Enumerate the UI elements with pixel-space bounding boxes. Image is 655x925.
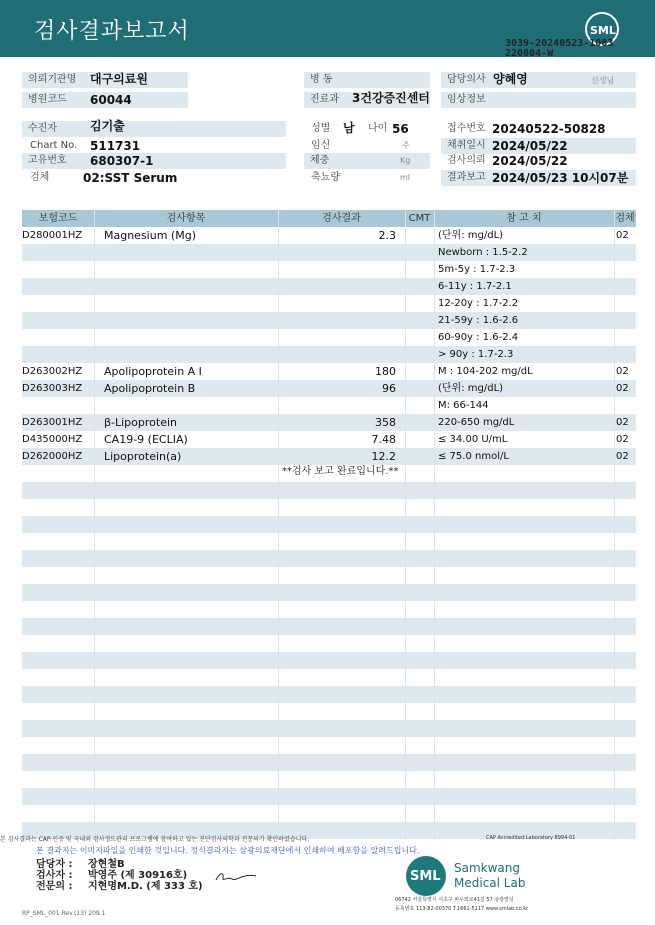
chart-no-label: Chart No. bbox=[30, 140, 78, 151]
hospital-code-label: 병원코드 bbox=[22, 92, 188, 108]
cell-insurance-code: D263001HZ bbox=[22, 417, 83, 428]
cell-result: 2.3 bbox=[378, 229, 396, 242]
receipt-label: 접수번호 bbox=[447, 123, 486, 134]
table-stripe bbox=[22, 720, 636, 737]
company-registration: 등록번호 113-82-00370 T.1661-5117 www.smlab.co.kr bbox=[395, 906, 529, 912]
print-notice: 본 결과지는 이미지파일을 인쇄한 것입니다. 정식결과지는 삼광의료재단에서 인쇄하여 배포함을 알려드립니다. bbox=[36, 846, 420, 855]
report-title: 검사결과보고서 bbox=[34, 19, 190, 44]
col-divider bbox=[614, 210, 615, 840]
doctor-value: 양혜영 bbox=[493, 72, 528, 86]
cell-insurance-code: D262000HZ bbox=[22, 451, 83, 462]
pregnancy-unit: 주 bbox=[402, 141, 410, 150]
person-label: 담당자 : bbox=[36, 859, 73, 870]
table-stripe bbox=[22, 686, 636, 703]
company-address: 06742 서울특별시 서초구 바우뫼로41길 57 삼광빌딩 bbox=[395, 897, 514, 903]
institution-value: 대구의료원 bbox=[90, 72, 148, 86]
cell-reference: 12-20y : 1.7-2.2 bbox=[438, 298, 519, 309]
sex-label: 성별 bbox=[311, 123, 331, 134]
institution-label: 의뢰기관명 bbox=[22, 72, 188, 88]
specimen-label: 검체 bbox=[30, 172, 50, 183]
cell-result: 7.48 bbox=[371, 433, 396, 446]
chart-no-value: 511731 bbox=[90, 139, 141, 153]
weight-label: 체중 bbox=[304, 153, 430, 169]
cell-test-item: Magnesium (Mg) bbox=[104, 229, 196, 242]
cell-reference: ≤ 34.00 U/mL bbox=[438, 434, 508, 445]
cell-insurance-code: D280001HZ bbox=[22, 230, 83, 241]
cell-reference: (단위: mg/dL) bbox=[438, 230, 504, 241]
cell-specimen: 02 bbox=[616, 417, 629, 428]
form-number: RP_SML_001 Rev.(13) 209.1 bbox=[22, 910, 106, 917]
dept-label: 진료과 bbox=[304, 92, 430, 108]
company-name-line1: Samkwang bbox=[454, 861, 520, 875]
completion-text: **검사 보고 완료입니다.** bbox=[282, 466, 399, 477]
results-table-header bbox=[22, 210, 636, 227]
cell-reference: 6-11y : 1.7-2.1 bbox=[438, 281, 512, 292]
cap-accreditation: CAP Accredited Laboratory 8994-01 bbox=[486, 835, 576, 841]
table-stripe bbox=[22, 244, 636, 261]
cell-reference: 220-650 mg/dL bbox=[438, 417, 515, 428]
cell-test-item: Lipoprotein(a) bbox=[104, 450, 182, 463]
reported-value: 2024/05/23 10시07분 bbox=[492, 171, 629, 185]
dept-value: 3건강증진센터 bbox=[352, 91, 430, 105]
urine-label: 축뇨량 bbox=[311, 172, 340, 183]
signature-icon bbox=[214, 870, 258, 884]
pregnancy-label: 임신 bbox=[311, 140, 331, 151]
table-stripe bbox=[22, 482, 636, 499]
table-stripe bbox=[22, 278, 636, 295]
col-header-code: 보험코드 bbox=[38, 213, 78, 224]
specialist-label: 전문의 : bbox=[36, 881, 73, 892]
person-value: 장현철B bbox=[88, 859, 125, 870]
patient-value: 김기출 bbox=[90, 119, 125, 133]
report-id-line1: 3039-20240523-1083 bbox=[505, 38, 614, 49]
cell-insurance-code: D435000HZ bbox=[22, 434, 83, 445]
cell-result: 180 bbox=[375, 365, 396, 378]
cell-reference: 60-90y : 1.6-2.4 bbox=[438, 332, 519, 343]
cell-reference: > 90y : 1.7-2.3 bbox=[438, 349, 514, 360]
cell-test-item: Apolipoprotein A I bbox=[104, 365, 202, 378]
cell-reference: M: 66-144 bbox=[438, 400, 489, 411]
col-header-cmt: CMT bbox=[408, 213, 431, 224]
doctor-label: 담당의사 bbox=[441, 72, 636, 88]
col-header-result: 검사결과 bbox=[322, 213, 361, 224]
cell-specimen: 02 bbox=[616, 366, 629, 377]
requested-value: 2024/05/22 bbox=[492, 154, 568, 168]
requested-label: 검사의뢰 bbox=[447, 155, 486, 166]
table-stripe bbox=[22, 754, 636, 771]
table-stripe bbox=[22, 788, 636, 805]
table-stripe bbox=[22, 618, 636, 635]
cell-test-item: β-Lipoprotein bbox=[104, 416, 177, 429]
col-header-reference: 참 고 치 bbox=[506, 213, 542, 224]
collected-value: 2024/05/22 bbox=[492, 139, 568, 153]
cell-specimen: 02 bbox=[616, 383, 629, 394]
clinical-info-label: 임상정보 bbox=[441, 92, 636, 108]
sml-footer-logo-text: SML bbox=[410, 869, 441, 884]
receipt-value: 20240522-50828 bbox=[492, 122, 606, 136]
doctor-suffix: 선생님 bbox=[591, 76, 615, 85]
table-stripe bbox=[22, 312, 636, 329]
cell-test-item: Apolipoprotein B bbox=[104, 382, 196, 395]
table-stripe bbox=[22, 652, 636, 669]
reported-label: 결과보고 bbox=[441, 170, 636, 186]
col-divider bbox=[405, 210, 406, 840]
col-header-item: 검사항목 bbox=[166, 213, 206, 224]
specialist-value: 지현명M.D. (제 333 호) bbox=[88, 881, 203, 892]
unique-id-value: 680307-1 bbox=[90, 154, 154, 168]
report-id-line2: 220004-W bbox=[505, 48, 554, 59]
table-stripe bbox=[22, 584, 636, 601]
cell-test-item: CA19-9 (ECLIA) bbox=[104, 433, 188, 446]
table-stripe bbox=[22, 550, 636, 567]
disclaimer-text: 본 검사결과는 CAP 인증 및 국내외 검사정도관리 프로그램에 참여하고 있는 진단검사의학과 전문의가 확인하였습니다. bbox=[0, 836, 310, 843]
cell-insurance-code: D263002HZ bbox=[22, 366, 83, 377]
cell-reference: Newborn : 1.5-2.2 bbox=[438, 247, 528, 258]
examiner-value: 박영주 (제 30916호) bbox=[88, 870, 188, 881]
cell-reference: 5m-5y : 1.7-2.3 bbox=[438, 264, 516, 275]
cell-reference: M : 104-202 mg/dL bbox=[438, 366, 533, 377]
sex-value: 남 bbox=[343, 121, 355, 135]
cell-specimen: 02 bbox=[616, 230, 629, 241]
company-name-line2: Medical Lab bbox=[454, 876, 526, 890]
hospital-code-value: 60044 bbox=[90, 93, 132, 107]
unique-id-label: 고유번호 bbox=[22, 153, 286, 169]
cell-result: 12.2 bbox=[371, 450, 396, 463]
table-stripe bbox=[22, 516, 636, 533]
cell-insurance-code: D263003HZ bbox=[22, 383, 83, 394]
urine-unit: ml bbox=[400, 173, 411, 182]
cell-specimen: 02 bbox=[616, 434, 629, 445]
cell-result: 96 bbox=[382, 382, 396, 395]
cell-reference: (단위: mg/dL) bbox=[438, 383, 504, 394]
table-stripe bbox=[22, 346, 636, 363]
cell-reference: ≤ 75.0 nmol/L bbox=[438, 451, 509, 462]
ward-label: 병 동 bbox=[304, 72, 430, 88]
cell-reference: 21-59y : 1.6-2.6 bbox=[438, 315, 519, 326]
age-value: 56 bbox=[392, 122, 409, 136]
age-label: 나이 bbox=[368, 123, 388, 134]
col-divider bbox=[94, 210, 95, 840]
specimen-value: 02:SST Serum bbox=[83, 171, 178, 185]
sml-logo-text: SML bbox=[590, 24, 616, 37]
cell-specimen: 02 bbox=[616, 451, 629, 462]
col-divider bbox=[434, 210, 435, 840]
weight-unit: Kg bbox=[400, 156, 411, 165]
cell-result: 358 bbox=[375, 416, 396, 429]
collected-label: 채취일시 bbox=[441, 138, 636, 154]
col-divider bbox=[278, 210, 279, 840]
examiner-label: 검사자 : bbox=[36, 870, 73, 881]
patient-label: 수진자 bbox=[22, 121, 286, 137]
col-header-specimen: 검체 bbox=[615, 213, 635, 224]
